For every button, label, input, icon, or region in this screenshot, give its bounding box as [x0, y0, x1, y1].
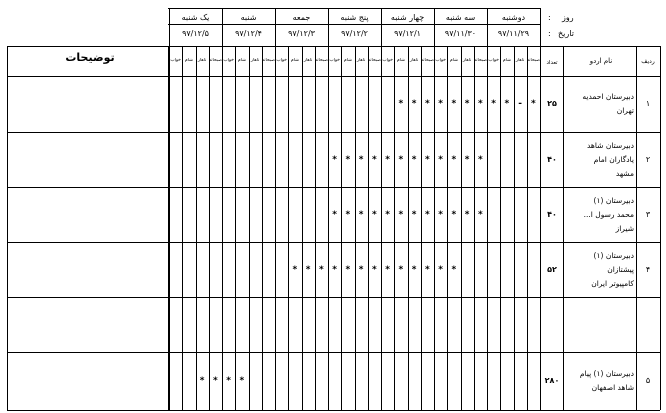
meal-mark: *	[358, 154, 364, 165]
meal-label: شام	[396, 58, 405, 63]
meal-mark: *	[438, 154, 443, 165]
meal-label: صبحانه	[261, 58, 275, 63]
participant-count: ۴۰	[547, 209, 557, 219]
row-number: ۱	[645, 99, 651, 108]
day-divider	[222, 46, 223, 410]
table-right	[660, 46, 661, 410]
meal-mark: *	[504, 99, 510, 109]
meal-mark: *	[425, 99, 430, 109]
row-number: ۵	[645, 376, 651, 385]
header-top-line	[168, 8, 540, 9]
meal-mark: *	[451, 99, 457, 109]
meal-mark: -	[518, 99, 522, 109]
meal-mark: *	[213, 376, 218, 386]
meal-mark: *	[464, 99, 470, 109]
name-divider	[563, 46, 564, 410]
school-name-line: شیراز	[615, 223, 634, 233]
meal-label: خواب	[276, 58, 287, 63]
meal-label: خواب	[170, 58, 181, 63]
meal-mark: *	[199, 376, 205, 386]
school-name-line: مشهد	[615, 168, 634, 178]
meal-divider	[249, 46, 250, 410]
meal-mark: *	[358, 264, 364, 275]
meal-label: خواب	[382, 58, 393, 63]
table-left	[7, 46, 8, 410]
day-date: ۹۷/۱۲/۱	[394, 29, 421, 38]
meal-mark: *	[478, 209, 483, 220]
school-name-line: پیشتازان	[607, 264, 634, 274]
grid-line	[540, 8, 541, 46]
school-name-line: دبیرستان (۱) پیام	[579, 369, 634, 378]
day-name: چهار شنبه	[390, 13, 425, 22]
meal-mark: *	[438, 99, 443, 109]
meal-mark: *	[464, 209, 470, 220]
meal-divider	[315, 46, 316, 410]
meal-mark: *	[491, 99, 496, 109]
meal-mark: *	[411, 154, 417, 165]
day-date: ۹۷/۱۱/۲۹	[497, 29, 530, 38]
meal-label: شام	[237, 58, 246, 63]
meal-mark: *	[411, 209, 417, 220]
row-header: ردیف	[641, 58, 655, 65]
school-name-line: دبیرستان (۱)	[593, 195, 634, 205]
participant-count: ۴۰	[547, 154, 557, 164]
meal-mark: *	[385, 209, 390, 220]
meal-label: شام	[502, 58, 511, 63]
meal-label: صبحانه	[208, 58, 222, 63]
meal-mark: *	[438, 209, 443, 220]
meal-label: خواب	[223, 58, 234, 63]
meal-label: ناهار	[356, 58, 366, 63]
meal-divider	[182, 46, 183, 410]
day-divider	[169, 46, 170, 410]
meal-divider	[341, 46, 342, 410]
meal-divider	[262, 46, 263, 410]
meal-mark: *	[464, 154, 470, 165]
meal-label: شام	[290, 58, 299, 63]
meal-mark: *	[451, 209, 457, 220]
meal-mark: *	[411, 99, 417, 109]
meal-mark: *	[425, 154, 430, 165]
date-label: تاریخ	[558, 29, 574, 38]
day-date: ۹۷/۱۱/۳۰	[444, 29, 477, 38]
day-divider	[381, 46, 382, 410]
day-date: ۹۷/۱۲/۵	[182, 29, 209, 38]
row-divider	[636, 46, 637, 410]
day-label: روز	[562, 13, 574, 22]
meal-mark: *	[385, 264, 390, 275]
meal-mark: *	[451, 264, 457, 275]
row-number: ۲	[645, 154, 651, 164]
meal-mark: *	[425, 264, 430, 275]
participant-count: ۲۸۰	[544, 376, 560, 385]
day-name: جمعه	[292, 13, 311, 22]
count-header: تعداد	[546, 60, 558, 66]
row-number: ۴	[645, 264, 651, 274]
day-divider	[328, 46, 329, 410]
meal-mark: *	[292, 264, 298, 275]
meal-mark: *	[398, 264, 404, 275]
meal-label: شام	[184, 58, 193, 63]
meal-mark: *	[226, 376, 231, 386]
meal-mark: *	[398, 209, 404, 220]
meal-label: خواب	[329, 58, 340, 63]
day-date: ۹۷/۱۲/۲	[341, 29, 368, 38]
meal-mark: *	[372, 154, 377, 165]
meal-label: ناهار	[197, 58, 207, 63]
meal-label: ناهار	[462, 58, 472, 63]
meal-mark: *	[345, 154, 351, 165]
meal-mark: *	[531, 99, 536, 109]
meal-mark: *	[385, 154, 390, 165]
meal-mark: *	[372, 264, 377, 275]
meal-mark: *	[345, 264, 351, 275]
date-sep: :	[548, 29, 551, 38]
day-date: ۹۷/۱۲/۳	[288, 29, 315, 38]
meal-mark: *	[478, 154, 483, 165]
meal-label: خواب	[435, 58, 446, 63]
participant-count: ۵۲	[547, 264, 557, 274]
meal-mark: *	[398, 99, 404, 109]
day-name: یک شنبه	[181, 13, 210, 22]
meal-divider	[209, 46, 210, 410]
meal-label: ناهار	[515, 58, 525, 63]
school-name-line: دبیرستان (۱)	[593, 250, 634, 260]
table-bottom	[7, 410, 660, 411]
meal-label: خواب	[488, 58, 499, 63]
meal-mark: *	[372, 209, 377, 220]
meal-mark: *	[425, 209, 430, 220]
meal-mark: *	[345, 209, 351, 220]
day-name: شنبه	[240, 13, 257, 22]
school-name-line: دبیرستان شاهد	[586, 140, 634, 150]
participant-count: ۲۵	[547, 99, 557, 108]
meal-mark: *	[332, 209, 337, 220]
day-name: دوشنبه	[501, 13, 526, 22]
meal-mark: *	[398, 154, 404, 165]
row-number: ۳	[645, 209, 651, 219]
header-mid-line	[168, 24, 540, 25]
school-name-line: کامپیوتر ایران	[591, 278, 634, 288]
meal-mark: *	[411, 264, 417, 275]
meal-mark: *	[332, 264, 337, 275]
notes-header: توضیحات	[65, 51, 115, 64]
meal-label: شام	[343, 58, 352, 63]
day-sep: :	[548, 13, 551, 22]
day-name: پنج شنبه	[340, 13, 369, 22]
meal-mark: *	[358, 209, 364, 220]
meal-label: صبحانه	[314, 58, 328, 63]
meal-divider	[368, 46, 369, 410]
meal-divider	[196, 46, 197, 410]
meal-mark: *	[239, 376, 245, 386]
name-header: نام اردو	[589, 57, 613, 65]
meal-mark: *	[438, 264, 443, 275]
day-name: سه شنبه	[445, 13, 476, 22]
meal-divider	[288, 46, 289, 410]
meal-label: صبحانه	[526, 58, 540, 63]
school-name-line: محمد رسول ا...	[583, 209, 634, 219]
school-name-line: یادگاران امام	[593, 154, 634, 164]
meal-mark: *	[478, 99, 483, 109]
school-name-line: دبیرستان احمدیه	[582, 92, 634, 101]
meal-label: ناهار	[250, 58, 260, 63]
meal-divider	[355, 46, 356, 410]
meal-mark: *	[451, 154, 457, 165]
day-date: ۹۷/۱۲/۴	[235, 29, 262, 38]
meal-label: شام	[449, 58, 458, 63]
school-name-line: تهران	[616, 106, 634, 115]
meal-mark: *	[305, 264, 311, 275]
school-name-line: شاهد اصفهان	[591, 383, 634, 392]
meal-label: ناهار	[409, 58, 419, 63]
meal-label: صبحانه	[473, 58, 487, 63]
meal-label: صبحانه	[367, 58, 381, 63]
day-divider	[275, 46, 276, 410]
meal-mark: *	[319, 264, 324, 275]
meal-divider	[235, 46, 236, 410]
meal-label: ناهار	[303, 58, 313, 63]
meal-divider	[302, 46, 303, 410]
meal-mark: *	[332, 154, 337, 165]
meal-label: صبحانه	[420, 58, 434, 63]
